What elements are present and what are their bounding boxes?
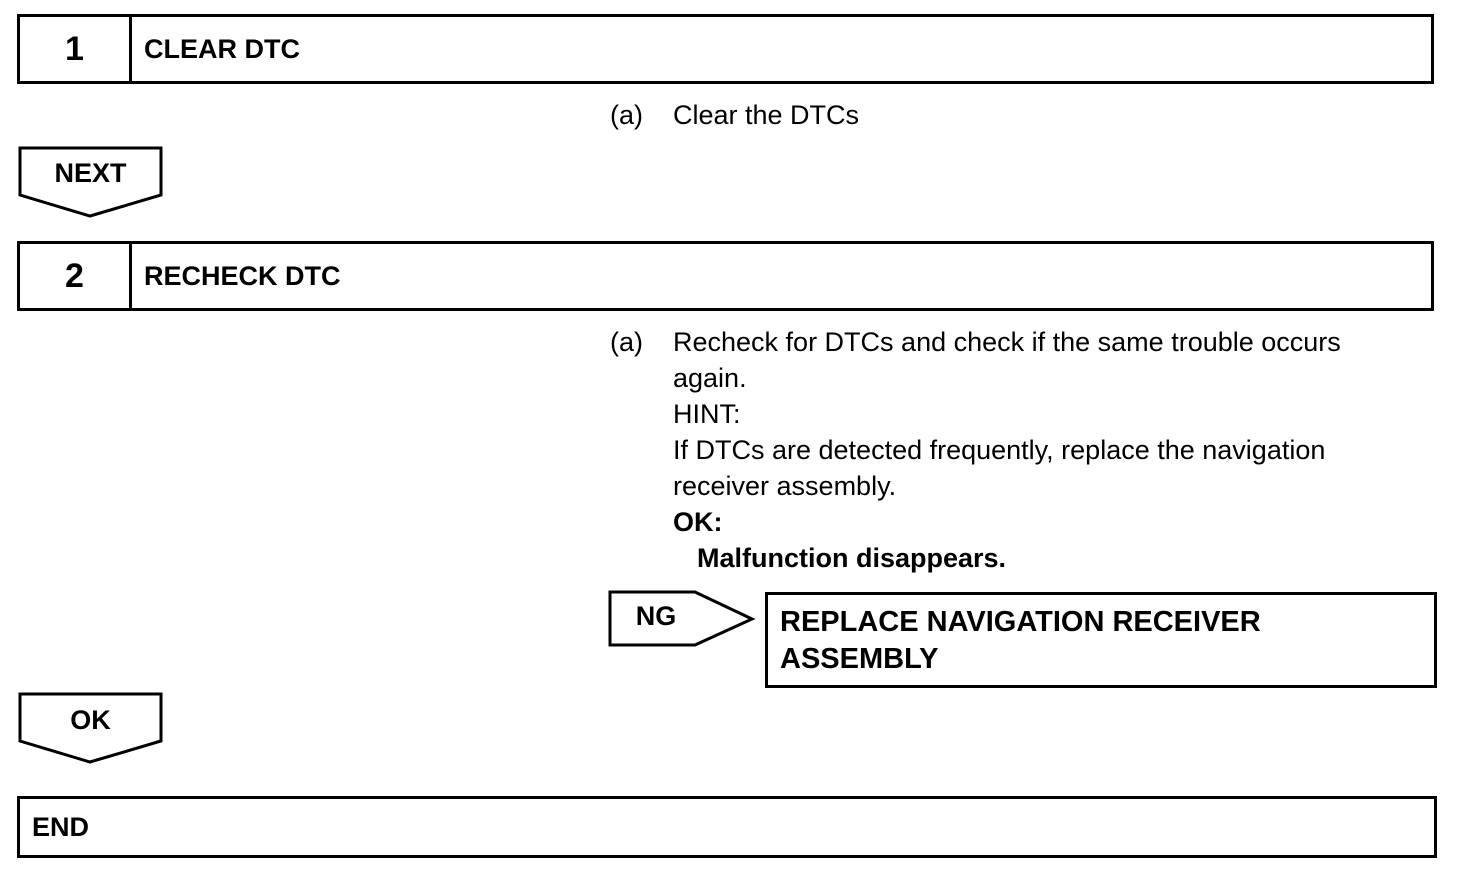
hint-line: If DTCs are detected frequently, replace the navigation (673, 435, 1326, 465)
next-label: NEXT (54, 158, 127, 188)
step-1-title: CLEAR DTC (144, 33, 300, 64)
ng-result-box (765, 592, 1437, 688)
ok-criteria-label: OK: (673, 507, 723, 537)
ok-label: OK (70, 705, 111, 735)
hint-line: receiver assembly. (673, 471, 897, 501)
ok-criteria-condition: Malfunction disappears. (697, 543, 1007, 573)
step-2-instruction-line: again. (673, 363, 747, 393)
step-2-instruction-line: Recheck for DTCs and check if the same trouble occurs (673, 327, 1341, 357)
step-2-instruction-label: (a) (610, 327, 643, 357)
ng-label: NG (635, 601, 677, 631)
ok-arrow-icon (0, 0, 180, 780)
ng-result-line: ASSEMBLY (780, 643, 939, 675)
step-1-instruction-label: (a) (610, 100, 643, 130)
hint-label: HINT: (673, 399, 741, 429)
step-1-instruction-text: Clear the DTCs (673, 100, 860, 130)
step-2-number: 2 (20, 244, 132, 308)
step-2-title: RECHECK DTC (144, 260, 341, 291)
ng-result-line: REPLACE NAVIGATION RECEIVER (780, 606, 1261, 638)
end-box: END (17, 796, 1437, 858)
step-1-number: 1 (20, 17, 132, 81)
